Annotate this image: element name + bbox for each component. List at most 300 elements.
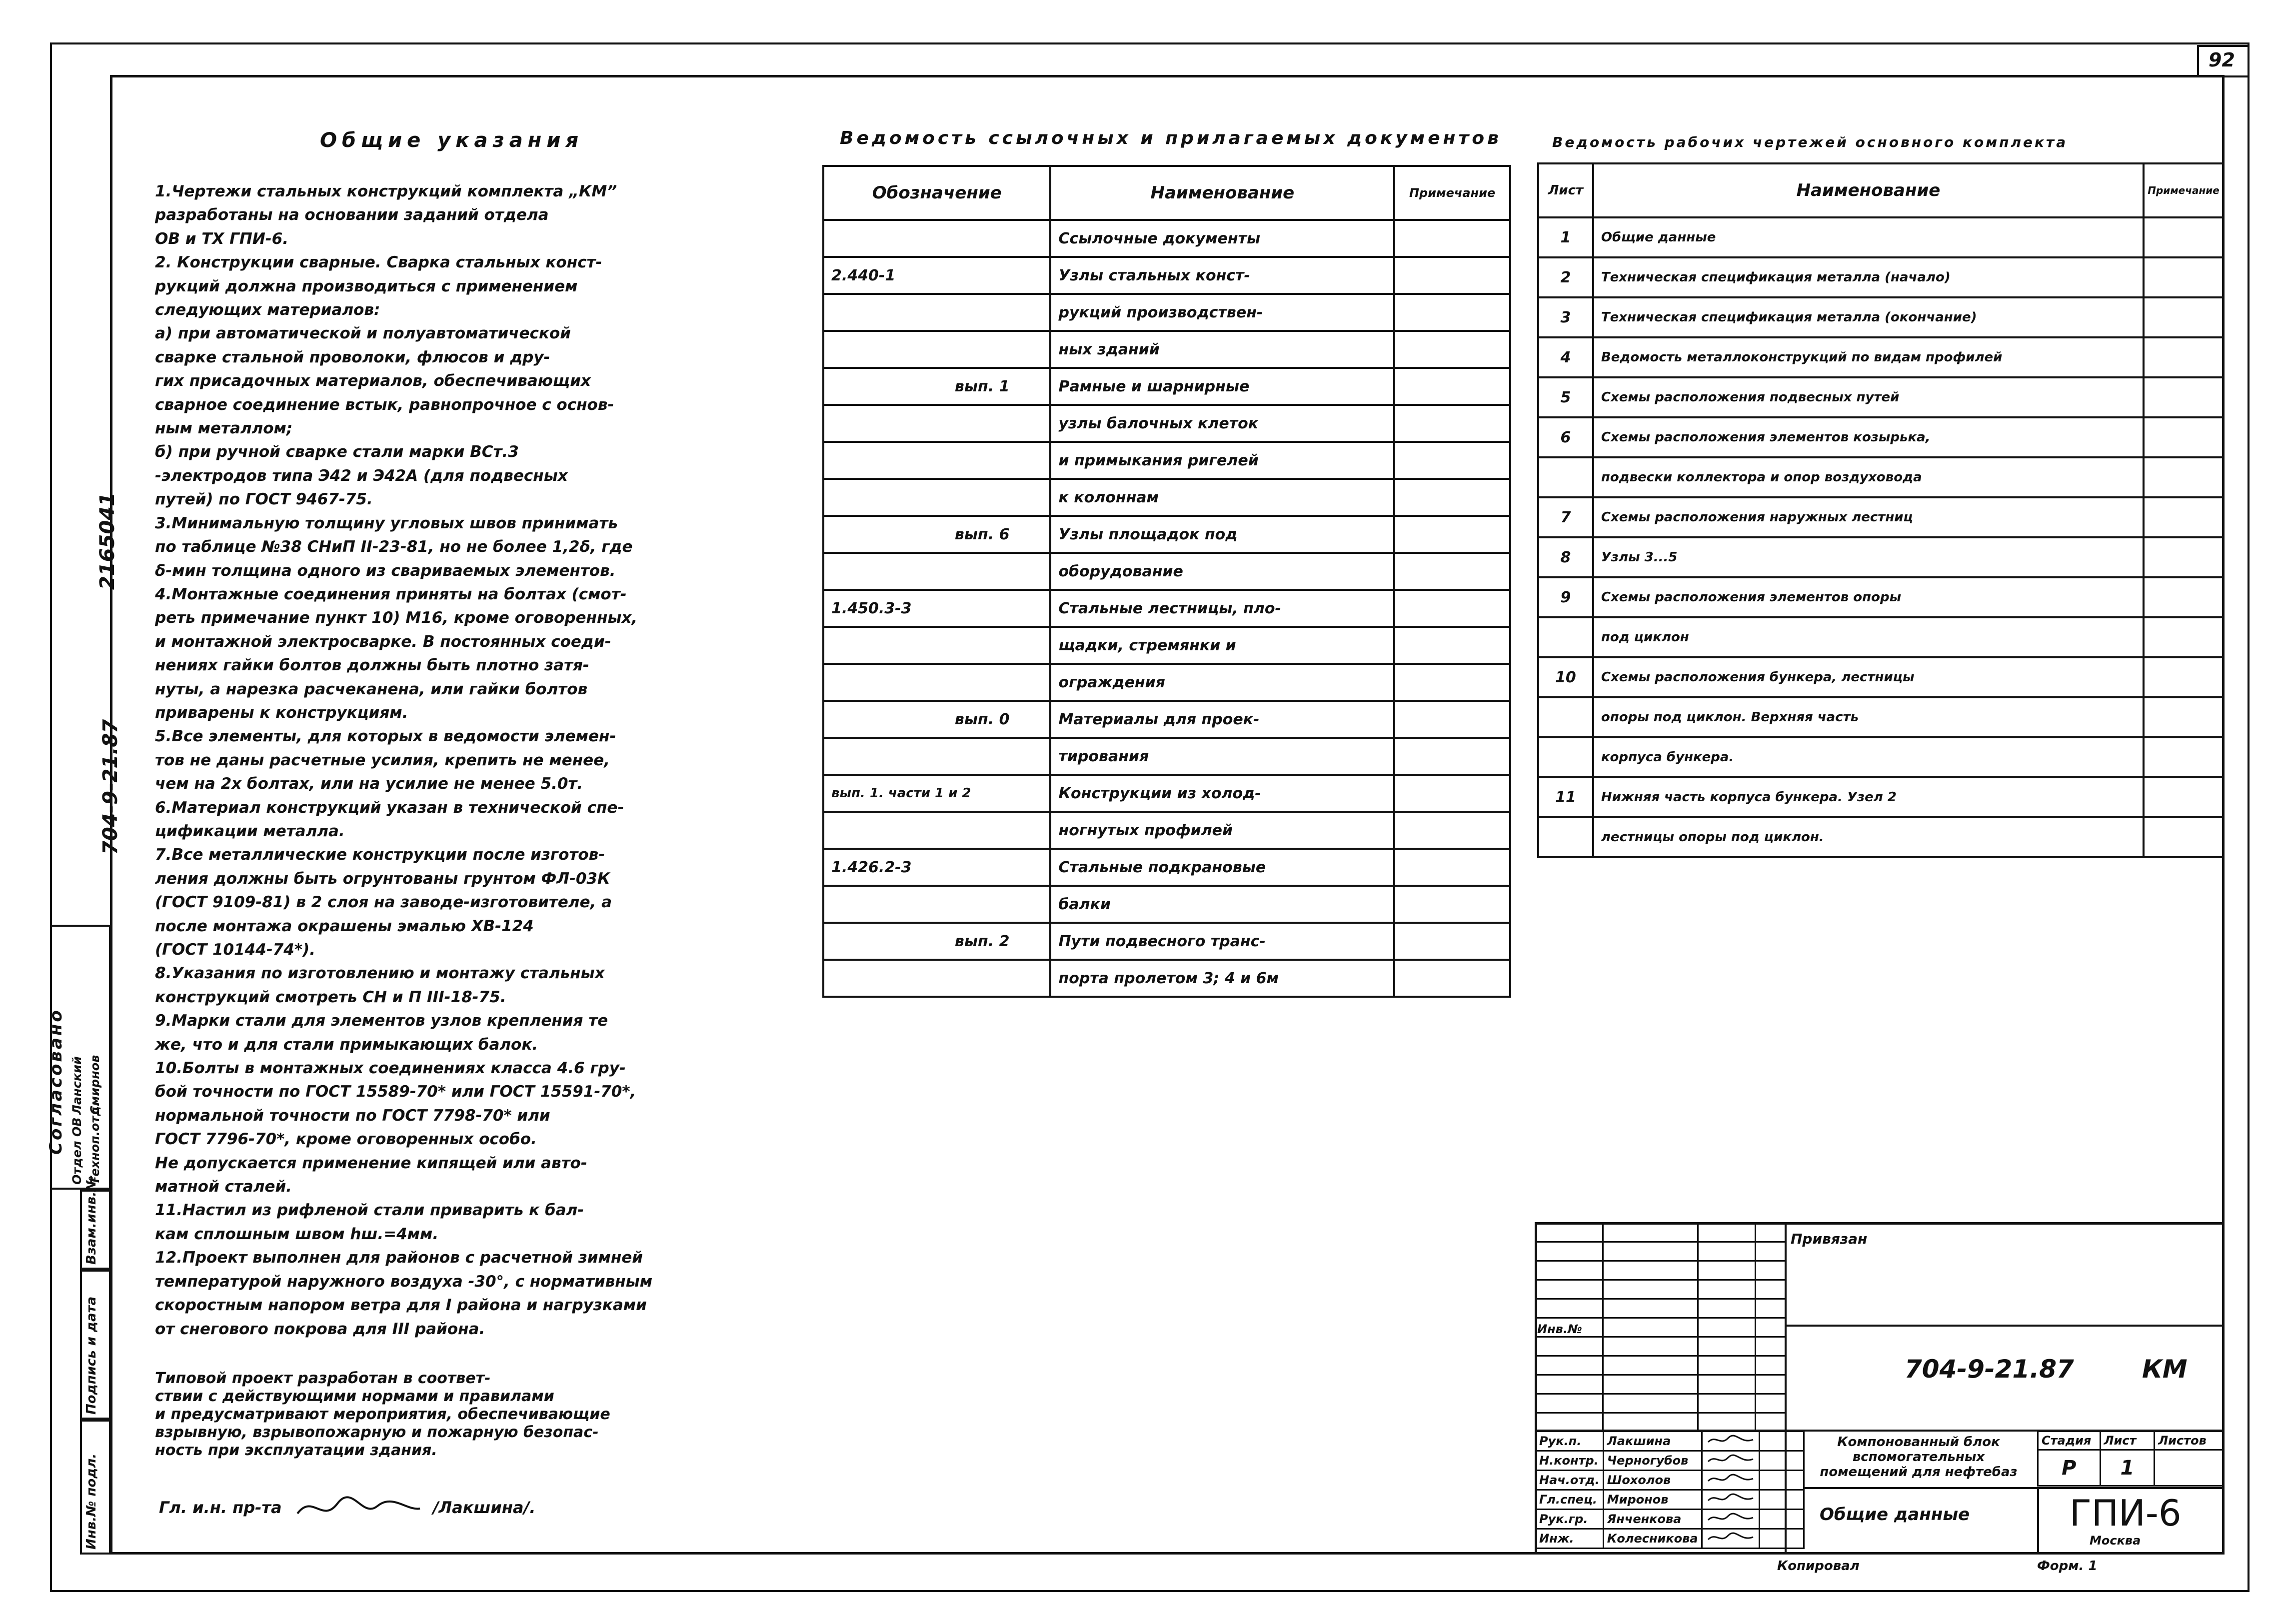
general-note-line: рукций должна производиться с применением <box>155 277 578 295</box>
table-row <box>823 812 1510 849</box>
wd-name-cell: Схемы расположения элементов опоры <box>1593 577 2144 617</box>
general-note-line: 7.Все металлические конструкции после изготов- <box>155 846 605 864</box>
general-note-line: 2. Конструкции сварные. Сварка стальных конст- <box>155 253 602 272</box>
ref-name-cell: Рамные и шарнирные <box>1050 368 1394 405</box>
wd-name-cell: Ведомость металлоконструкций по видам профилей <box>1593 337 2144 377</box>
wd-sheet-cell: 8 <box>1538 537 1593 577</box>
staff-table <box>1535 1431 1805 1549</box>
general-note-line: 9.Марки стали для элементов узлов крепления те <box>155 1012 608 1030</box>
stamp-org-divider <box>2037 1487 2039 1555</box>
wd-col-sheet: Лист <box>1538 163 1593 217</box>
ref-code-cell <box>823 479 1050 516</box>
ref-name-cell: Узлы стальных конст- <box>1050 257 1394 294</box>
wd-name-cell: Схемы расположения наружных лестниц <box>1593 497 2144 537</box>
general-note-line: цификации металла. <box>155 822 345 840</box>
general-note-line: б) при ручной сварке стали марки ВСт.3 <box>155 443 519 461</box>
wd-name-cell: Схемы расположения бункера, лестницы <box>1593 657 2144 697</box>
general-note-line: ным металлом; <box>155 419 293 438</box>
wd-sheet-cell: 6 <box>1538 417 1593 457</box>
general-note-line: нениях гайки болтов должны быть плотно затя- <box>155 656 589 675</box>
staff-signature-cell <box>1702 1529 1759 1549</box>
wd-note-cell <box>2144 417 2224 457</box>
staff-date-cell <box>1759 1432 1804 1451</box>
stamp-grid-line <box>1535 1260 1785 1262</box>
sheet-header: Лист <box>2100 1432 2155 1450</box>
table-row <box>1538 737 2224 777</box>
wd-name-cell: под циклон <box>1593 617 2144 657</box>
wd-note-cell <box>2144 337 2224 377</box>
wd-note-cell <box>2144 537 2224 577</box>
typical-note-line: Типовой проект разработан в соответ- <box>155 1370 491 1387</box>
wd-note-cell <box>2144 697 2224 737</box>
ref-code-cell <box>823 442 1050 479</box>
general-note-line: после монтажа окрашены эмалью ХВ-124 <box>155 917 534 935</box>
table-row <box>1538 337 2224 377</box>
general-note-line: приварены к конструкциям. <box>155 703 408 722</box>
table-row <box>1538 297 2224 337</box>
table-row <box>1538 777 2224 817</box>
table-row <box>823 257 1510 294</box>
wd-sheet-cell: 3 <box>1538 297 1593 337</box>
table-row <box>1538 417 2224 457</box>
agreement-name-1: Ланский <box>70 1056 84 1115</box>
table-row <box>823 738 1510 775</box>
typical-note-line: взрывную, взрывопожарную и пожарную безопас- <box>155 1424 599 1441</box>
stage-value: Р <box>2038 1450 2101 1486</box>
agreement-title: Согласовано <box>46 1008 66 1155</box>
ref-code-cell <box>823 294 1050 331</box>
copied-by: Копировал <box>1777 1559 1860 1574</box>
ref-note-cell <box>1394 812 1510 849</box>
ref-name-cell: ных зданий <box>1050 331 1394 368</box>
general-note-line: ления должны быть огрунтованы грунтом ФЛ-03К <box>155 869 610 888</box>
general-note-line: (ГОСТ 10144-74*). <box>155 941 315 959</box>
stage-header: Стадия <box>2038 1432 2101 1450</box>
table-row <box>1538 257 2224 297</box>
work-drawings-title: Ведомость рабочих чертежей основного комплекта <box>1552 134 2068 150</box>
general-note-line: по таблице №38 СНиП II-23-81, но не более 1,2δ, где <box>155 538 633 556</box>
table-row <box>1538 697 2224 737</box>
table-row <box>1536 1490 1804 1510</box>
ref-note-cell <box>1394 516 1510 553</box>
wd-note-cell <box>2144 577 2224 617</box>
wd-sheet-cell <box>1538 457 1593 497</box>
signature-scribble <box>1706 1471 1756 1486</box>
general-note-line: бой точности по ГОСТ 15589-70* или ГОСТ 15591-70*, <box>155 1083 636 1101</box>
strip-label-signature: Подпись и дата <box>84 1296 99 1415</box>
staff-date-cell <box>1759 1471 1804 1490</box>
wd-note-cell <box>2144 817 2224 857</box>
ref-note-cell <box>1394 664 1510 701</box>
table-row <box>1536 1432 1804 1451</box>
general-note-line: кам сплошным швом hш.=4мм. <box>155 1225 439 1243</box>
stamp-grid-vline <box>1697 1222 1699 1432</box>
general-note-line: а) при автоматической и полуавтоматической <box>155 324 571 343</box>
ref-code-cell <box>823 738 1050 775</box>
ref-name-cell: порта пролетом 3; 4 и 6м <box>1050 960 1394 997</box>
staff-date-cell <box>1759 1510 1804 1529</box>
staff-signature-cell <box>1702 1451 1759 1471</box>
general-note-line: 6.Материал конструкций указан в технической спе- <box>155 798 624 817</box>
work-drawings-table <box>1537 162 2225 858</box>
table-row <box>823 553 1510 590</box>
ref-code-cell <box>823 812 1050 849</box>
ref-code-cell <box>823 220 1050 257</box>
table-row <box>823 368 1510 405</box>
wd-name-cell: корпуса бункера. <box>1593 737 2144 777</box>
ref-code-cell <box>823 960 1050 997</box>
table-row <box>1536 1471 1804 1490</box>
stamp-grid-line <box>1535 1412 1785 1414</box>
ref-name-cell: Стальные подкрановые <box>1050 849 1394 886</box>
ref-col-name: Наименование <box>1050 166 1394 220</box>
wd-note-cell <box>2144 377 2224 417</box>
general-notes-title: Общие указания <box>320 129 584 152</box>
ref-name-cell: оборудование <box>1050 553 1394 590</box>
wd-sheet-cell <box>1538 617 1593 657</box>
general-note-line: -электродов типа Э42 и Э42А (для подвесных <box>155 466 568 485</box>
wd-sheet-cell: 11 <box>1538 777 1593 817</box>
table-row <box>823 627 1510 664</box>
ref-note-cell <box>1394 405 1510 442</box>
general-note-line: ГОСТ 7796-70*, кроме оговоренных особо. <box>155 1130 537 1149</box>
wd-name-cell: Узлы 3...5 <box>1593 537 2144 577</box>
ref-name-cell: к колоннам <box>1050 479 1394 516</box>
ref-note-cell <box>1394 775 1510 812</box>
staff-name-cell: Шохолов <box>1603 1471 1702 1490</box>
table-row <box>1538 377 2224 417</box>
format-label: Форм. 1 <box>2037 1559 2098 1574</box>
general-note-line: матной сталей. <box>155 1178 292 1196</box>
wd-sheet-cell: 10 <box>1538 657 1593 697</box>
stamp-grid-line <box>1535 1336 1785 1338</box>
org-name: ГПИ-6 <box>2070 1492 2182 1534</box>
privyazan-label: Привязан <box>1791 1231 1868 1247</box>
general-note-line: от снегового покрова для III района. <box>155 1320 485 1338</box>
stamp-grid-line <box>1535 1317 1785 1319</box>
staff-date-cell <box>1759 1451 1804 1471</box>
ref-code-cell: вып. 1. части 1 и 2 <box>823 775 1050 812</box>
general-notes-body <box>155 180 795 1341</box>
table-row <box>823 516 1510 553</box>
table-row <box>823 220 1510 257</box>
wd-sheet-cell: 2 <box>1538 257 1593 297</box>
ref-col-code: Обозначение <box>823 166 1050 220</box>
wd-sheet-cell: 1 <box>1538 217 1593 257</box>
inventory-number-vertical: 2165041 <box>96 492 119 590</box>
wd-name-cell: Техническая спецификация металла (начало) <box>1593 257 2144 297</box>
sheet-value: 1 <box>2100 1450 2155 1486</box>
general-note-line: (ГОСТ 9109-81) в 2 слоя на заводе-изготовителе, а <box>155 893 612 912</box>
stamp-hline-1 <box>1785 1325 2225 1327</box>
ref-code-cell: 1.426.2-3 <box>823 849 1050 886</box>
wd-note-cell <box>2144 297 2224 337</box>
ref-name-cell: рукций производствен- <box>1050 294 1394 331</box>
staff-role-cell: Рук.гр. <box>1536 1510 1604 1529</box>
table-row <box>823 479 1510 516</box>
signature-scribble <box>1706 1510 1756 1525</box>
staff-date-cell <box>1759 1490 1804 1510</box>
typical-note-line: ность при эксплуатации здания. <box>155 1442 437 1459</box>
wd-note-cell <box>2144 457 2224 497</box>
ref-note-cell <box>1394 294 1510 331</box>
general-note-line: Не допускается применение кипящей или авто- <box>155 1154 587 1172</box>
agreement-name-2: Смирнов <box>88 1055 102 1115</box>
wd-name-cell: лестницы опоры под циклон. <box>1593 817 2144 857</box>
ref-name-cell: Узлы площадок под <box>1050 516 1394 553</box>
staff-role-cell: Инж. <box>1536 1529 1604 1549</box>
ref-code-cell <box>823 331 1050 368</box>
agreement-dept-2: Техноп.отд. <box>88 1102 102 1185</box>
wd-note-cell <box>2144 657 2224 697</box>
ref-note-cell <box>1394 701 1510 738</box>
ref-name-cell: балки <box>1050 886 1394 923</box>
table-row <box>823 701 1510 738</box>
wd-sheet-cell: 7 <box>1538 497 1593 537</box>
doc-mark: КМ <box>2142 1355 2188 1384</box>
ref-note-cell <box>1394 960 1510 997</box>
stamp-grid-vline <box>1755 1222 1756 1432</box>
chief-engineer-signature <box>292 1494 422 1524</box>
general-note-line: разработаны на основании заданий отдела <box>155 206 549 224</box>
table-row <box>1538 457 2224 497</box>
table-row <box>823 590 1510 627</box>
general-note-line: сварное соединение встык, равнопрочное с основ- <box>155 395 614 414</box>
wd-name-cell: Схемы расположения элементов козырька, <box>1593 417 2144 457</box>
general-note-line: 3.Минимальную толщину угловых швов принимать <box>155 514 618 532</box>
general-note-line: 5.Все элементы, для которых в ведомости элемен- <box>155 727 616 746</box>
general-note-line: 12.Проект выполнен для районов с расчетной зимней <box>155 1249 643 1267</box>
general-note-line: 4.Монтажные соединения приняты на болтах (смот- <box>155 585 627 603</box>
staff-role-cell: Гл.спец. <box>1536 1490 1604 1510</box>
ref-name-cell: щадки, стремянки и <box>1050 627 1394 664</box>
stamp-grid-vline <box>1602 1222 1604 1432</box>
table-row <box>823 960 1510 997</box>
general-note-line: чем на 2х болтах, или на усилие не менее 5.0т. <box>155 775 583 793</box>
wd-sheet-cell <box>1538 737 1593 777</box>
ref-note-cell <box>1394 479 1510 516</box>
table-row <box>1536 1529 1804 1549</box>
ref-name-cell: Материалы для проек- <box>1050 701 1394 738</box>
wd-name-cell: Нижняя часть корпуса бункера. Узел 2 <box>1593 777 2144 817</box>
staff-name-cell: Лакшина <box>1603 1432 1702 1451</box>
ref-name-cell: ограждения <box>1050 664 1394 701</box>
wd-note-cell <box>2144 617 2224 657</box>
agreement-dept-1: Отдел ОВ <box>70 1117 84 1185</box>
signature-scribble <box>1706 1530 1756 1545</box>
staff-date-cell <box>1759 1529 1804 1549</box>
ref-code-cell <box>823 405 1050 442</box>
wd-note-cell <box>2144 737 2224 777</box>
org-city: Москва <box>2090 1534 2141 1548</box>
stamp-grid-line <box>1535 1374 1785 1376</box>
ref-col-note: Примечание <box>1394 166 1510 220</box>
ref-code-cell: 2.440-1 <box>823 257 1050 294</box>
chief-engineer-label: Гл. и.н. пр-та <box>159 1498 282 1517</box>
table-row <box>1538 217 2224 257</box>
general-note-line: сварке стальной проволоки, флюсов и дру- <box>155 348 550 366</box>
ref-docs-table <box>822 165 1511 998</box>
strip-label-vzam: Взам.инв.№ <box>84 1176 99 1265</box>
general-note-line: реть примечание пункт 10) М16, кроме оговоренных, <box>155 609 638 627</box>
ref-code-cell <box>823 553 1050 590</box>
staff-role-cell: Н.контр. <box>1536 1451 1604 1471</box>
general-note-line: 11.Настил из рифленой стали приварить к бал- <box>155 1201 584 1220</box>
signature-scribble <box>1706 1432 1756 1447</box>
general-note-line: 10.Болты в монтажных соединениях класса 4.6 гру- <box>155 1059 626 1078</box>
ref-code-cell <box>823 886 1050 923</box>
ref-name-cell: Пути подвесного транс- <box>1050 923 1394 960</box>
general-note-line: δ-мин толщина одного из свариваемых элементов. <box>155 561 616 580</box>
stage-table <box>2037 1431 2225 1487</box>
ref-name-cell: Конструкции из холод- <box>1050 775 1394 812</box>
staff-name-cell: Янченкова <box>1603 1510 1702 1529</box>
staff-name-cell: Миронов <box>1603 1490 1702 1510</box>
stamp-grid-line <box>1535 1298 1785 1300</box>
staff-signature-cell <box>1702 1471 1759 1490</box>
ref-note-cell <box>1394 331 1510 368</box>
table-row <box>823 405 1510 442</box>
staff-signature-cell <box>1702 1510 1759 1529</box>
wd-col-name: Наименование <box>1593 163 2144 217</box>
table-row <box>823 331 1510 368</box>
stamp-grid-line <box>1535 1279 1785 1281</box>
sheets-total-header: Листов <box>2155 1432 2224 1450</box>
ref-name-cell: узлы балочных клеток <box>1050 405 1394 442</box>
staff-name-cell: Черногубов <box>1603 1451 1702 1471</box>
wd-name-cell: Схемы расположения подвесных путей <box>1593 377 2144 417</box>
staff-signature-cell <box>1702 1490 1759 1510</box>
wd-note-cell <box>2144 257 2224 297</box>
stamp-grid-line <box>1535 1355 1785 1357</box>
ref-code-cell <box>823 664 1050 701</box>
ref-name-cell: и примыкания ригелей <box>1050 442 1394 479</box>
ref-note-cell <box>1394 368 1510 405</box>
wd-name-cell: подвески коллектора и опор воздуховода <box>1593 457 2144 497</box>
wd-note-cell <box>2144 777 2224 817</box>
typical-note-line: и предусматривают мероприятия, обеспечивающие <box>155 1406 610 1423</box>
stamp-hline-3 <box>1805 1487 2225 1489</box>
ref-note-cell <box>1394 738 1510 775</box>
ref-name-cell: тирования <box>1050 738 1394 775</box>
general-note-line: нормальной точности по ГОСТ 7798-70* или <box>155 1106 550 1125</box>
staff-role-cell: Рук.п. <box>1536 1432 1604 1451</box>
staff-signature-cell <box>1702 1432 1759 1451</box>
typical-note-line: ствии с действующими нормами и правилами <box>155 1388 554 1405</box>
ref-note-cell <box>1394 886 1510 923</box>
wd-note-cell <box>2144 497 2224 537</box>
code-vertical: 704-9-21.87 <box>99 719 122 855</box>
staff-name-cell: Колесникова <box>1603 1529 1702 1549</box>
stamp-grid-line <box>1535 1241 1785 1243</box>
ref-note-cell <box>1394 220 1510 257</box>
wd-sheet-cell <box>1538 817 1593 857</box>
table-row <box>1538 537 2224 577</box>
ref-note-cell <box>1394 590 1510 627</box>
table-row <box>1538 817 2224 857</box>
general-note-line: и монтажной электросварке. В постоянных соеди- <box>155 632 611 651</box>
ref-name-cell: ногнутых профилей <box>1050 812 1394 849</box>
signature-scribble <box>1706 1491 1756 1506</box>
general-note-line: 1.Чертежи стальных конструкций комплекта „КМ” <box>155 182 617 200</box>
inv-label: Инв.№ <box>1537 1322 1582 1336</box>
general-note-line: путей) по ГОСТ 9467-75. <box>155 490 373 509</box>
table-row <box>823 886 1510 923</box>
table-row <box>823 775 1510 812</box>
wd-name-cell: Техническая спецификация металла (окончание) <box>1593 297 2144 337</box>
table-row <box>823 923 1510 960</box>
general-note-line: тов не даны расчетные усилия, крепить не менее, <box>155 751 610 769</box>
wd-sheet-cell: 4 <box>1538 337 1593 377</box>
ref-note-cell <box>1394 257 1510 294</box>
wd-name-cell: опоры под циклон. Верхняя часть <box>1593 697 2144 737</box>
table-row <box>1538 497 2224 537</box>
chief-engineer-name: /Лакшина/. <box>432 1498 536 1517</box>
ref-note-cell <box>1394 923 1510 960</box>
ref-note-cell <box>1394 627 1510 664</box>
ref-code-cell: вып. 2 <box>823 923 1050 960</box>
general-note-line: 8.Указания по изготовлению и монтажу стальных <box>155 964 605 983</box>
doc-code: 704-9-21.87 <box>1905 1355 2074 1384</box>
table-row <box>1538 617 2224 657</box>
project-name: Компонованный блок вспомогательных помещений для нефтебаз <box>1820 1435 2018 1480</box>
table-row <box>823 664 1510 701</box>
general-note-line: скоростным напором ветра для I района и нагрузками <box>155 1296 647 1315</box>
ref-code-cell: вып. 6 <box>823 516 1050 553</box>
ref-docs-title: Ведомость ссылочных и прилагаемых документов <box>840 128 1502 148</box>
wd-col-note: Примечание <box>2144 163 2224 217</box>
general-note-line: гих присадочных материалов, обеспечивающих <box>155 372 591 390</box>
ref-code-cell <box>823 627 1050 664</box>
general-note-line: конструкций смотреть СН и П III-18-75. <box>155 988 506 1006</box>
wd-note-cell <box>2144 217 2224 257</box>
ref-code-cell: 1.450.3-3 <box>823 590 1050 627</box>
ref-note-cell <box>1394 849 1510 886</box>
sheets-total-value <box>2155 1450 2224 1486</box>
stamp-grid-line <box>1535 1393 1785 1395</box>
table-row <box>823 442 1510 479</box>
strip-label-inv: Инв.№ подл. <box>84 1453 99 1550</box>
table-row <box>1536 1451 1804 1471</box>
chief-engineer-line <box>159 1494 535 1524</box>
ref-code-cell: вып. 1 <box>823 368 1050 405</box>
staff-role-cell: Нач.отд. <box>1536 1471 1604 1490</box>
wd-sheet-cell: 9 <box>1538 577 1593 617</box>
table-row <box>823 849 1510 886</box>
table-row <box>1536 1510 1804 1529</box>
typical-project-note <box>155 1370 710 1460</box>
sheet-title: Общие данные <box>1820 1505 1970 1525</box>
general-note-line: же, что и для стали примыкающих балок. <box>155 1035 538 1054</box>
table-row <box>823 294 1510 331</box>
ref-name-cell: Ссылочные документы <box>1050 220 1394 257</box>
signature-scribble <box>1706 1452 1756 1467</box>
wd-name-cell: Общие данные <box>1593 217 2144 257</box>
general-note-line: нуты, а нарезка расчеканена, или гайки болтов <box>155 680 588 698</box>
general-note-line: температурой наружного воздуха -30°, с нормативным <box>155 1272 653 1291</box>
table-row <box>1538 657 2224 697</box>
ref-name-cell: Стальные лестницы, пло- <box>1050 590 1394 627</box>
wd-sheet-cell: 5 <box>1538 377 1593 417</box>
ref-code-cell: вып. 0 <box>823 701 1050 738</box>
general-note-line: ОВ и ТХ ГПИ-6. <box>155 229 288 248</box>
general-note-line: следующих материалов: <box>155 301 380 319</box>
wd-sheet-cell <box>1538 697 1593 737</box>
sheet-number: 92 <box>2209 49 2235 71</box>
table-row <box>1538 577 2224 617</box>
ref-note-cell <box>1394 553 1510 590</box>
ref-note-cell <box>1394 442 1510 479</box>
